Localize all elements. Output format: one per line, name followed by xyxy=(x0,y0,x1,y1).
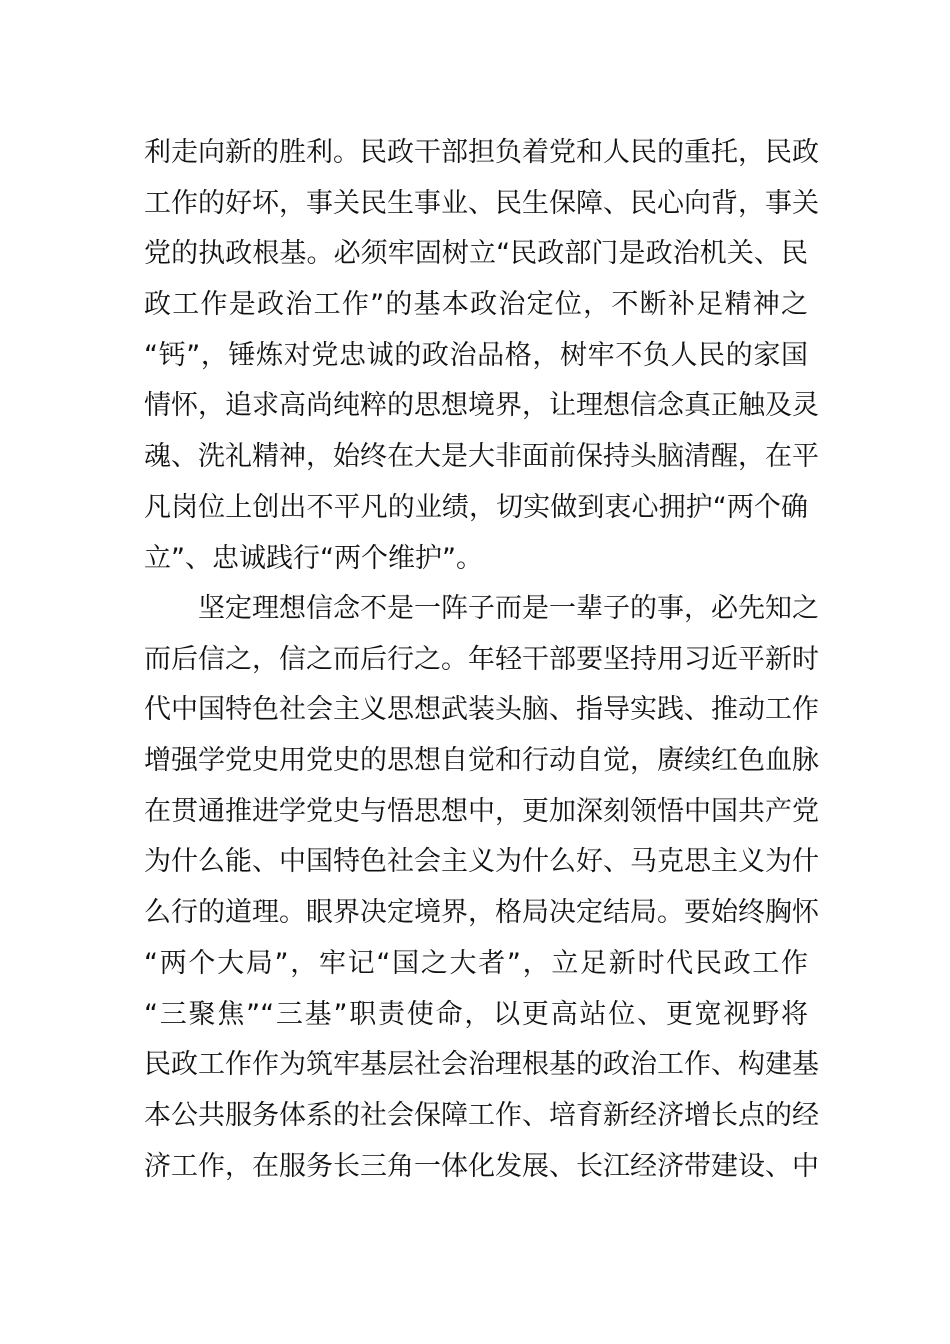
text-line: 么行的道理。眼界决定境界，格局决定结局。要始终胸怀 xyxy=(144,897,819,929)
paragraph-2 xyxy=(144,584,819,1192)
text-line: 而后信之，信之而后行之。年轻干部要坚持用习近平新时 xyxy=(144,643,819,675)
text-line: “三聚焦”“三基”职责使命，以更高站位、更宽视野将 xyxy=(144,998,808,1030)
text-line: 政工作是政治工作”的基本政治定位，不断补足精神之 xyxy=(144,289,808,321)
text-line: 立”、忠诚践行“两个维护”。 xyxy=(144,542,483,574)
text-line: 增强学党史用党史的思想自觉和行动自觉，赓续红色血脉 xyxy=(144,745,819,777)
text-line: “两个大局”，牢记“国之大者”，立足新时代民政工作 xyxy=(144,947,808,979)
text-line: 代中国特色社会主义思想武装头脑、指导实践、推动工作 xyxy=(144,694,819,726)
text-line: 民政工作作为筑牢基层社会治理根基的政治工作、构建基 xyxy=(144,1049,819,1081)
text-line: 本公共服务体系的社会保障工作、培育新经济增长点的经 xyxy=(144,1099,819,1131)
text-line: “钙”，锤炼对党忠诚的政治品格，树牢不负人民的家国 xyxy=(144,339,808,371)
text-line: 工作的好坏，事关民生事业、民生保障、民心向背，事关 xyxy=(144,187,819,219)
text-line: 坚定理想信念不是一阵子而是一辈子的事，必先知之 xyxy=(198,593,819,624)
text-line: 为什么能、中国特色社会主义为什么好、马克思主义为什 xyxy=(144,846,819,878)
text-line: 济工作，在服务长三角一体化发展、长江经济带建设、中 xyxy=(144,1150,819,1182)
text-line: 情怀，追求高尚纯粹的思想境界，让理想信念真正触及灵 xyxy=(144,390,819,422)
text-line: 党的执政根基。必须牢固树立“民政部门是政治机关、民 xyxy=(144,238,808,270)
text-line: 凡岗位上创出不平凡的业绩，切实做到衷心拥护“两个确 xyxy=(144,491,808,523)
text-line: 魂、洗礼精神，始终在大是大非面前保持头脑清醒，在平 xyxy=(144,441,819,473)
text-line: 利走向新的胜利。民政干部担负着党和人民的重托，民政 xyxy=(144,137,819,168)
text-line: 在贯通推进学党史与悟思想中，更加深刻领悟中国共产党 xyxy=(144,795,819,827)
paragraph-1 xyxy=(144,128,819,584)
